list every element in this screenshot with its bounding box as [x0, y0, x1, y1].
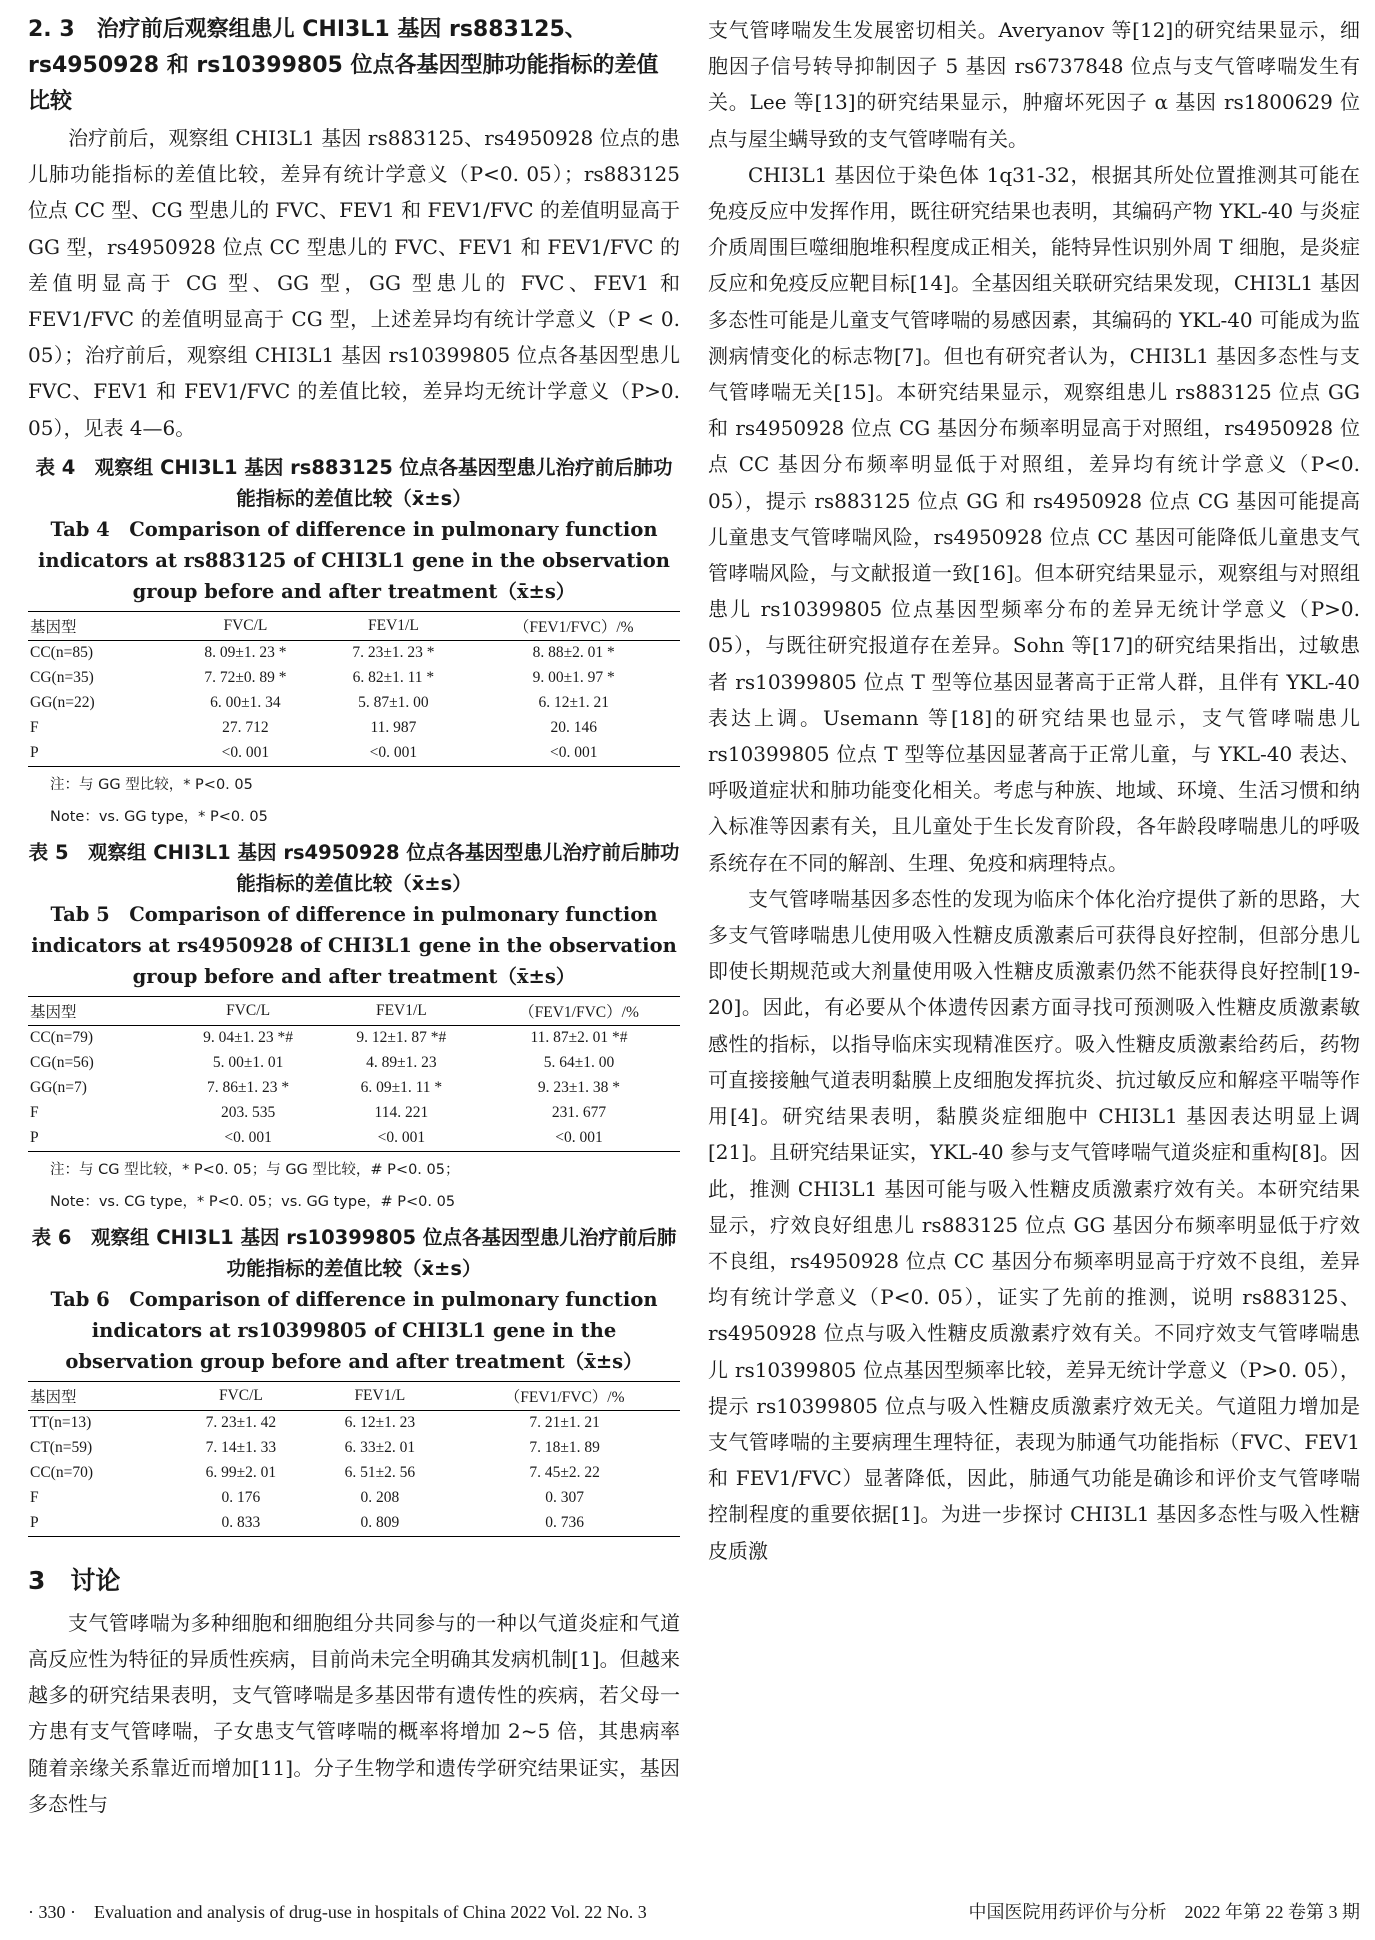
- table-4-grid: [28, 611, 680, 767]
- table-cell: 9. 23±1. 38 *: [537, 1079, 621, 1097]
- col-header: （FEV1/FVC）/%: [449, 1381, 680, 1410]
- col-header: FVC/L: [171, 1381, 310, 1410]
- col-header: （FEV1/FVC）/%: [478, 996, 680, 1025]
- table-cell: 0. 809: [310, 1511, 449, 1537]
- table-cell: GG(n=7): [30, 1079, 87, 1097]
- table-cell: 0. 736: [449, 1511, 680, 1537]
- table-6: [28, 1222, 680, 1537]
- table-cell: <0. 001: [319, 741, 467, 767]
- table-cell: 5. 00±1. 01: [212, 1054, 284, 1072]
- table-cell: <0. 001: [171, 1126, 324, 1152]
- table-cell: 27. 712: [222, 719, 269, 737]
- table-cell: F: [30, 1104, 39, 1122]
- table-cell: CT(n=59): [30, 1439, 93, 1457]
- table-row: [28, 1436, 680, 1461]
- table-cell: 11. 87±2. 01 *#: [530, 1029, 628, 1047]
- table-row: [28, 666, 680, 691]
- table-cell: CC(n=85): [30, 644, 93, 662]
- section-heading-2-3: 2. 3 治疗前后观察组患儿 CHI3L1 基因 rs883125、rs4950928 和 rs10399805 位点各基因型肺功能指标的差值比较: [28, 17, 659, 114]
- discussion-paragraph-2: CHI3L1 基因位于染色体 1q31-32，根据其所处位置推测其可能在免疫反应中发挥作用，既往研究结果也表明，其编码产物 YKL-40 与炎症介质周围巨噬细胞堆积程度成正相关，能特异性识别外周 T 细胞，是炎症反应和免疫反应靶目标[14]。全基因组关联研究结果发现，CHI3L1 基因多态性可能是儿童支气管哮喘的易感因素，其编码的 YKL-40 可能成为监测病情变化的标志物[7]。但也有研究者认为，CHI3L1 基因多态性与支气管哮喘无关[15]。本研究结果显示，观察组患儿 rs883125 位点 GG 和 rs4950928 位点 CG 基因分布频率明显高于对照组，rs4950928 位点 CC 基因分布频率明显低于对照组，差异均有统计学意义（P<0. 05），提示 rs883125 位点 GG 和 rs4950928 位点 CG 基因可能提高儿童患支气管哮喘风险，rs4950928 位点 CC 基因可能降低儿童患支气管哮喘风险，与文献报道一致[16]。但本研究结果显示，观察组与对照组患儿 rs10399805 位点基因型频率分布的差异无统计学意义（P>0. 05），与既往研究报道存在差异。Sohn 等[17]的研究结果指出，过敏患者 rs10399805 位点 T 型等位基因显著高于正常人群，且伴有 YKL-40 表达上调。Usemann 等[18]的研究结果也显示，支气管哮喘患儿 rs10399805 位点 T 型等位基因显著高于正常儿童，与 YKL-40 表达、呼吸道症状和肺功能变化相关。考虑与种族、地域、环境、生活习惯和纳入标准等因素有关，且儿童处于生长发育阶段，各年龄段哮喘患儿的呼吸系统存在不同的解剖、生理、免疫和病理特点。: [708, 162, 1360, 875]
- right-column: [708, 12, 1360, 1569]
- table-cell: 0. 208: [360, 1489, 400, 1507]
- table-6-caption-cn: 表 6 观察组 CHI3L1 基因 rs10399805 位点各基因型患儿治疗前后肺功能指标的差值比较（x̄±s）: [31, 1225, 677, 1280]
- table-row: [28, 1051, 680, 1076]
- footer-right: 中国医院用药评价与分析 2022 年第 22 卷第 3 期: [968, 1902, 1360, 1922]
- table-cell: 6. 12±1. 23: [344, 1414, 416, 1432]
- col-header: FEV1/L: [319, 611, 467, 640]
- discussion-paragraph-1: 支气管哮喘为多种细胞和细胞组分共同参与的一种以气道炎症和气道高反应性为特征的异质性疾病，目前尚未完全明确其发病机制[1]。但越来越多的研究结果表明，支气管哮喘是多基因带有遗传性的疾病，若父母一方患有支气管哮喘，子女患支气管哮喘的概率将增加 2~5 倍，其患病率随着亲缘关系靠近而增加[11]。分子生物学和遗传学研究结果证实，基因多态性与: [28, 1610, 680, 1816]
- table-cell: 7. 45±2. 22: [529, 1464, 600, 1482]
- section-heading-discussion: 3 讨论: [28, 1565, 121, 1595]
- table-row: [28, 1076, 680, 1101]
- table-6-grid: [28, 1381, 680, 1537]
- col-header: FEV1/L: [310, 1381, 449, 1410]
- table-cell: 6. 33±2. 01: [344, 1439, 416, 1457]
- col-header: FVC/L: [171, 996, 324, 1025]
- discussion-paragraph-3: 支气管哮喘基因多态性的发现为临床个体化治疗提供了新的思路，大多支气管哮喘患儿使用吸入性糖皮质激素后可获得良好控制，但部分患儿即使长期规范或大剂量使用吸入性糖皮质激素仍然不能获得良好控制[19-20]。因此，有必要从个体遗传因素方面寻找可预测吸入性糖皮质激素敏感性的指标，以指导临床实现精准医疗。吸入性糖皮质激素给药后，药物可直接接触气道表明黏膜上皮细胞发挥抗炎、抗过敏反应和解痉平喘等作用[4]。研究结果表明，黏膜炎症细胞中 CHI3L1 基因表达明显上调[21]。且研究结果证实，YKL-40 参与支气管哮喘气道炎症和重构[8]。因此，推测 CHI3L1 基因可能与吸入性糖皮质激素疗效有关。本研究结果显示，疗效良好组患儿 rs883125 位点 GG 基因分布频率明显低于疗效不良组，rs4950928 位点 CC 基因分布频率明显高于疗效不良组，差异均有统计学意义（P<0. 05），证实了先前的推测，说明 rs883125、rs4950928 位点与吸入性糖皮质激素疗效有关。不同疗效支气管哮喘患儿 rs10399805 位点基因型频率比较，差异无统计学意义（P>0. 05），提示 rs10399805 位点与吸入性糖皮质激素疗效无关。气道阻力增加是支气管哮喘的主要病理生理特征，表现为肺通气功能指标（FVC、FEV1 和 FEV1/FVC）显著降低，因此，肺通气功能是确诊和评价支气管哮喘控制程度的重要依据[1]。为进一步探讨 CHI3L1 基因多态性与吸入性糖皮质激: [708, 886, 1360, 1563]
- table-cell: F: [30, 1489, 39, 1507]
- table-cell: <0. 001: [171, 741, 319, 767]
- table-cell: 5. 64±1. 00: [543, 1054, 615, 1072]
- table-cell: <0. 001: [325, 1126, 478, 1152]
- col-header: FVC/L: [171, 611, 319, 640]
- table-cell: CG(n=35): [30, 669, 94, 687]
- table-cell: F: [30, 719, 39, 737]
- table-5-caption-en: Tab 5 Comparison of difference in pulmonary function indicators at rs4950928 of CHI3L1 gene in the observation group before and after treatment（x̄±s）: [31, 902, 677, 988]
- table-cell: 203. 535: [220, 1104, 276, 1122]
- table-5-caption-cn: 表 5 观察组 CHI3L1 基因 rs4950928 位点各基因型患儿治疗前后肺功能指标的差值比较（x̄±s）: [28, 840, 680, 895]
- table-cell: 114. 221: [374, 1104, 429, 1122]
- col-header: 基因型: [28, 1381, 171, 1410]
- table-cell: CG(n=56): [30, 1054, 94, 1072]
- table-row: [28, 1410, 680, 1436]
- table-row: [28, 741, 680, 767]
- table-cell: 0. 176: [221, 1489, 261, 1507]
- table-row: [28, 1025, 680, 1051]
- table-cell: 7. 72±0. 89 *: [204, 669, 287, 687]
- table-5: [28, 837, 680, 1216]
- table-cell: 9. 04±1. 23 *#: [203, 1029, 294, 1047]
- table-cell: 6. 82±1. 11 *: [352, 669, 435, 687]
- table-row: [28, 640, 680, 666]
- table-6-caption-en: Tab 6 Comparison of difference in pulmonary function indicators at rs10399805 of CHI3L1 gene in the observation group before and after treatment（x̄±s）: [50, 1287, 658, 1373]
- table-cell: 7. 14±1. 33: [205, 1439, 277, 1457]
- table-cell: P: [28, 1511, 171, 1537]
- table-cell: 11. 987: [370, 719, 417, 737]
- table-cell: 8. 88±2. 01 *: [532, 644, 615, 662]
- table-cell: 6. 51±2. 56: [344, 1464, 416, 1482]
- table-cell: <0. 001: [478, 1126, 680, 1152]
- results-paragraph: 治疗前后，观察组 CHI3L1 基因 rs883125、rs4950928 位点的患儿肺功能指标的差值比较，差异有统计学意义（P<0. 05）；rs883125 位点 CC 型、CG 型患儿的 FVC、FEV1 和 FEV1/FVC 的差值明显高于 GG 型，rs4950928 位点 CC 型患儿的 FVC、FEV1 和 FEV1/FVC 的差值明显高于 CG 型、GG 型，GG 型患儿的 FVC、FEV1 和 FEV1/FVC 的差值明显高于 CG 型，上述差异均有统计学意义（P < 0. 05）；治疗前后，观察组 CHI3L1 基因 rs10399805 位点各基因型患儿 FVC、FEV1 和 FEV1/FVC 的差值比较，差异均无统计学意义（P>0. 05），见表 4—6。: [28, 126, 680, 440]
- table-cell: 0. 833: [171, 1511, 310, 1537]
- col-header: 基因型: [28, 611, 171, 640]
- table-cell: 8. 09±1. 23 *: [204, 644, 287, 662]
- col-header: FEV1/L: [325, 996, 478, 1025]
- table-cell: 7. 23±1. 23 *: [352, 644, 435, 662]
- table-cell: 6. 00±1. 34: [210, 694, 281, 712]
- discussion-paragraph-1-continued: 支气管哮喘发生发展密切相关。Averyanov 等[12]的研究结果显示，细胞因子信号转导抑制因子 5 基因 rs6737848 位点与支气管哮喘发生有关。Lee 等[13]的研究结果显示，肿瘤坏死因子 α 基因 rs1800629 位点与屋尘螨导致的支气管哮喘有关。: [708, 18, 1360, 151]
- table-cell: 9. 12±1. 87 *#: [356, 1029, 447, 1047]
- table-cell: <0. 001: [467, 741, 680, 767]
- col-header: 基因型: [28, 996, 171, 1025]
- table-row: [28, 1511, 680, 1537]
- table-cell: CC(n=70): [30, 1464, 93, 1482]
- table-4-caption-cn: 表 4 观察组 CHI3L1 基因 rs883125 位点各基因型患儿治疗前后肺功能指标的差值比较（x̄±s）: [35, 455, 673, 510]
- table-row: [28, 1461, 680, 1486]
- table-row: [28, 1126, 680, 1152]
- table-4-note-cn: 注：与 GG 型比较，* P<0. 05: [50, 776, 253, 793]
- table-row: [28, 1486, 680, 1511]
- table-5-note-en: Note：vs. CG type，* P<0. 05；vs. GG type，# P<0. 05: [50, 1193, 456, 1210]
- table-cell: GG(n=22): [30, 694, 95, 712]
- table-5-note-cn: 注：与 CG 型比较，* P<0. 05；与 GG 型比较，# P<0. 05；: [50, 1161, 460, 1178]
- table-row: [28, 691, 680, 716]
- table-4-note-en: Note：vs. GG type，* P<0. 05: [50, 808, 268, 825]
- table-cell: 7. 18±1. 89: [529, 1439, 600, 1457]
- table-cell: 9. 00±1. 97 *: [532, 669, 615, 687]
- table-cell: 6. 09±1. 11 *: [360, 1079, 443, 1097]
- table-cell: 5. 87±1. 00: [358, 694, 429, 712]
- table-cell: CC(n=79): [30, 1029, 93, 1047]
- table-cell: 7. 86±1. 23 *: [207, 1079, 290, 1097]
- table-row: [28, 1101, 680, 1126]
- footer-left: · 330 · Evaluation and analysis of drug-use in hospitals of China 2022 Vol. 22 No. 3: [28, 1902, 647, 1922]
- table-cell: 0. 307: [545, 1489, 585, 1507]
- table-4: [28, 452, 680, 831]
- table-cell: TT(n=13): [30, 1414, 92, 1432]
- table-cell: 7. 23±1. 42: [205, 1414, 277, 1432]
- table-cell: P: [28, 1126, 171, 1152]
- table-4-caption-en: Tab 4 Comparison of difference in pulmonary function indicators at rs883125 of CHI3L1 gene in the observation group before and after treatment（x̄±s）: [38, 517, 670, 603]
- table-cell: 231. 677: [551, 1104, 607, 1122]
- table-row: [28, 716, 680, 741]
- table-cell: 6. 12±1. 21: [538, 694, 609, 712]
- table-cell: 6. 99±2. 01: [205, 1464, 277, 1482]
- col-header: （FEV1/FVC）/%: [467, 611, 680, 640]
- table-cell: 7. 21±1. 21: [529, 1414, 600, 1432]
- table-cell: 4. 89±1. 23: [366, 1054, 437, 1072]
- table-5-grid: [28, 996, 680, 1152]
- table-cell: 20. 146: [550, 719, 597, 737]
- left-column: [28, 12, 680, 1822]
- table-cell: P: [28, 741, 171, 767]
